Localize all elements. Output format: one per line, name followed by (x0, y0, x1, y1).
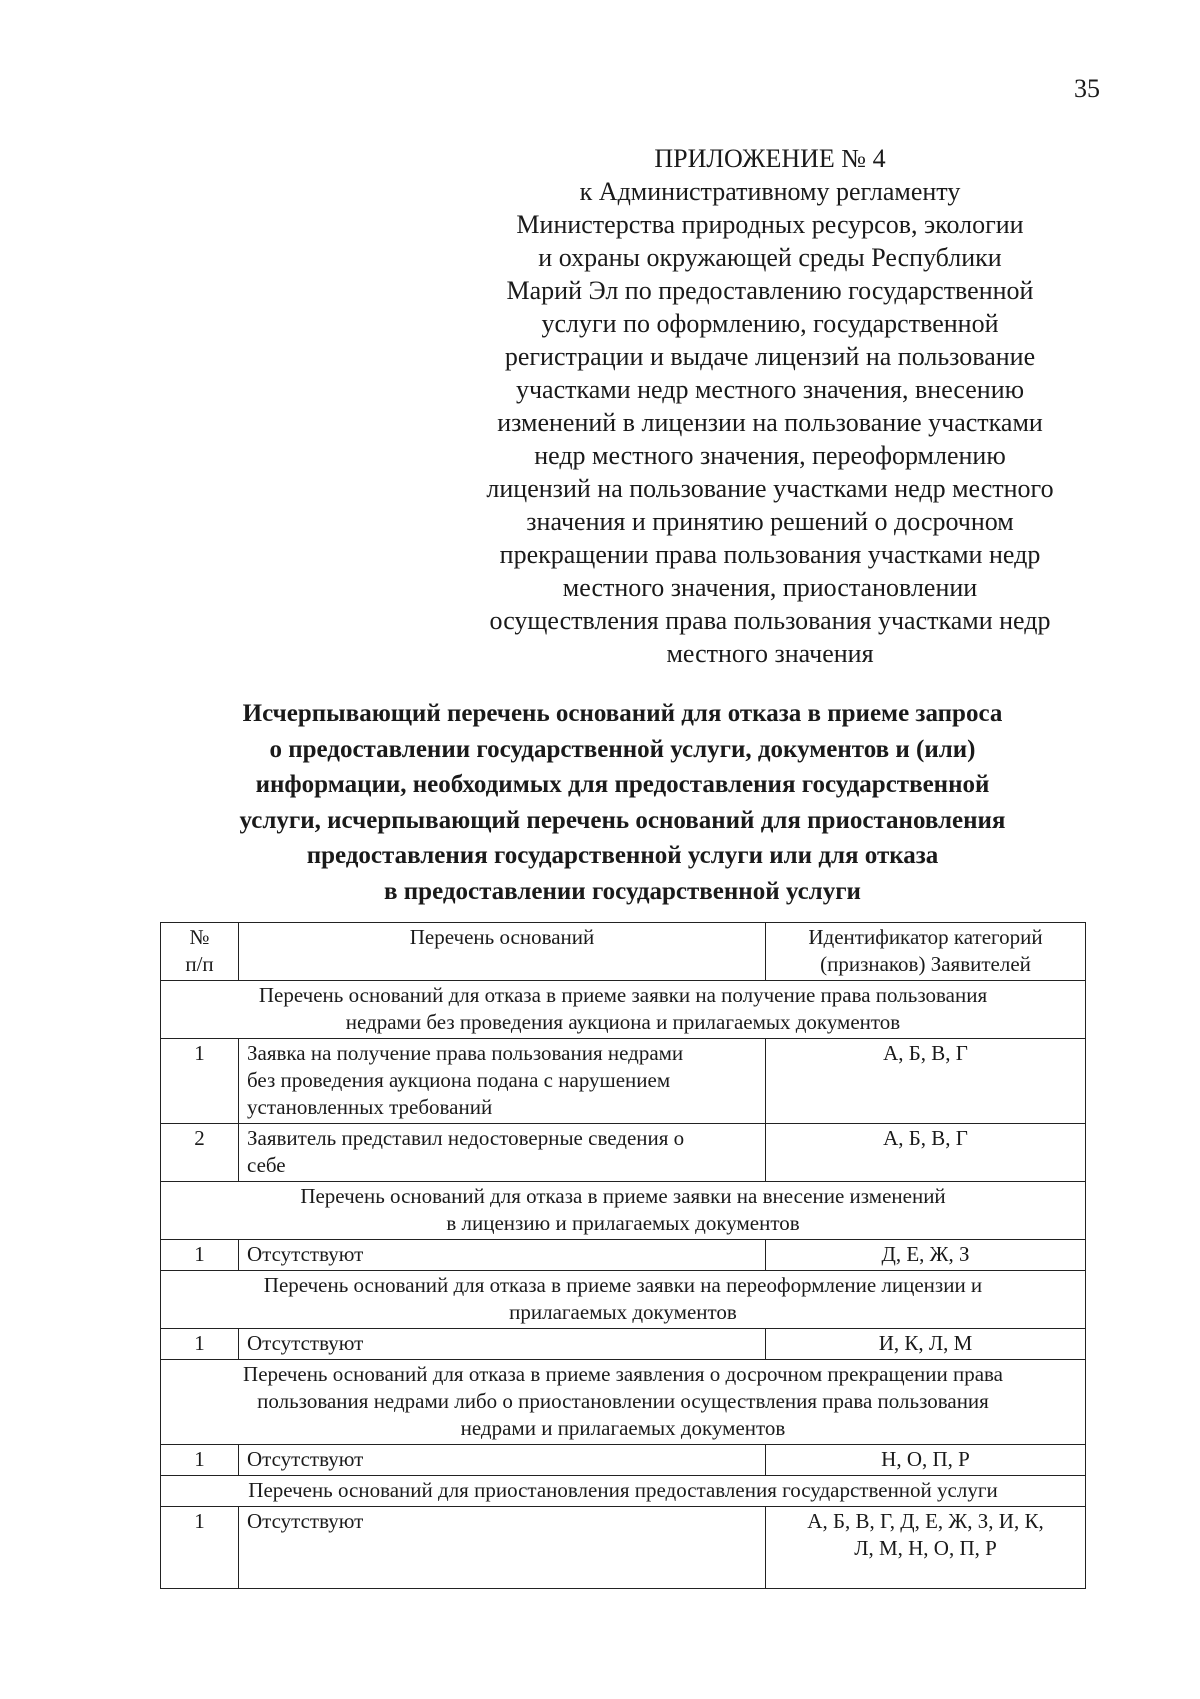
section-title: Перечень оснований для приостановления предоставления государственной услуги (161, 1476, 1086, 1507)
row-grounds: Отсутствуют (239, 1445, 766, 1476)
row-grounds: Отсутствуют (239, 1329, 766, 1360)
table-row (161, 1240, 1086, 1271)
table-row (161, 1039, 1086, 1124)
appendix-header (440, 142, 1100, 670)
appendix-line: Марий Эл по предоставлению государственной (506, 276, 1034, 305)
section-title: Перечень оснований для отказа в приеме заявки на переоформление лицензии и прилагаемых документов (161, 1271, 1086, 1329)
row-grounds: Заявитель представил недостоверные сведения о себе (239, 1124, 766, 1182)
row-num: 1 (161, 1445, 239, 1476)
row-categories: А, Б, В, Г (766, 1039, 1086, 1124)
appendix-line: прекращении права пользования участками недр (499, 540, 1041, 569)
header-identifier-cell: Идентификатор категорий (признаков) Заявителей (766, 923, 1086, 981)
document-heading (150, 696, 1095, 909)
table-row (161, 1507, 1086, 1589)
row-grounds: Отсутствуют (239, 1507, 766, 1589)
heading-line: Исчерпывающий перечень оснований для отказа в приеме запроса (242, 700, 1003, 727)
row-categories: Д, Е, Ж, З (766, 1240, 1086, 1271)
appendix-line: осуществления права пользования участками недр (489, 606, 1051, 635)
row-grounds: Заявка на получение права пользования недрами без проведения аукциона подана с нарушением установленных требований (239, 1039, 766, 1124)
appendix-line: значения и принятию решений о досрочном (526, 507, 1014, 536)
section-row (161, 1182, 1086, 1240)
table-row (161, 1329, 1086, 1360)
section-row (161, 981, 1086, 1039)
section-title: Перечень оснований для отказа в приеме заявки на внесение изменений в лицензию и прилагаемых документов (161, 1182, 1086, 1240)
heading-line: в предоставлении государственной услуги (384, 877, 861, 905)
section-row (161, 1476, 1086, 1507)
appendix-title: ПРИЛОЖЕНИЕ № 4 (654, 144, 886, 173)
heading-line: услуги, исчерпывающий перечень оснований для приостановления (239, 806, 1006, 834)
table-row (161, 1124, 1086, 1182)
row-num: 1 (161, 1039, 239, 1124)
appendix-line: недр местного значения, переоформлению (534, 441, 1006, 470)
row-categories: А, Б, В, Г (766, 1124, 1086, 1182)
table-header-row (161, 923, 1086, 981)
section-title: Перечень оснований для отказа в приеме заявки на получение права пользования недрами без проведения аукциона и прилагаемых документов (161, 981, 1086, 1039)
header-grounds-cell: Перечень оснований (239, 923, 766, 981)
table-row (161, 1445, 1086, 1476)
appendix-line: услуги по оформлению, государственной (541, 309, 999, 338)
row-categories: Н, О, П, Р (766, 1445, 1086, 1476)
heading-line: предоставления государственной услуги или для отказа (306, 842, 939, 869)
row-categories: А, Б, В, Г, Д, Е, Ж, З, И, К, Л, М, Н, О, П, Р (766, 1507, 1086, 1589)
appendix-line: изменений в лицензии на пользование участками (497, 408, 1043, 437)
heading-line: информации, необходимых для предоставления государственной (255, 771, 990, 798)
row-num: 1 (161, 1240, 239, 1271)
section-title: Перечень оснований для отказа в приеме заявления о досрочном прекращении права пользования недрами либо о приостановлении осуществления права пользования недрами и прилагаемых документов (161, 1360, 1086, 1445)
appendix-line: лицензий на пользование участками недр местного (486, 474, 1054, 503)
appendix-line: регистрации и выдаче лицензий на пользование (504, 342, 1036, 371)
heading-line: о предоставлении государственной услуги, документов и (или) (269, 735, 976, 763)
row-num: 1 (161, 1507, 239, 1589)
row-categories: И, К, Л, М (766, 1329, 1086, 1360)
appendix-line: к Административному регламенту (579, 177, 961, 206)
header-num-cell: № п/п (161, 923, 239, 981)
appendix-line: местного значения (666, 639, 874, 668)
grounds-table (160, 922, 1086, 1589)
page-number: 35 (1074, 74, 1100, 103)
appendix-line: Министерства природных ресурсов, экологии (516, 210, 1024, 239)
section-row (161, 1271, 1086, 1329)
section-row (161, 1360, 1086, 1445)
appendix-line: участками недр местного значения, внесению (515, 375, 1025, 404)
row-num: 2 (161, 1124, 239, 1182)
row-grounds: Отсутствуют (239, 1240, 766, 1271)
row-num: 1 (161, 1329, 239, 1360)
appendix-line: местного значения, приостановлении (562, 573, 978, 602)
appendix-line: и охраны окружающей среды Республики (538, 243, 1002, 272)
